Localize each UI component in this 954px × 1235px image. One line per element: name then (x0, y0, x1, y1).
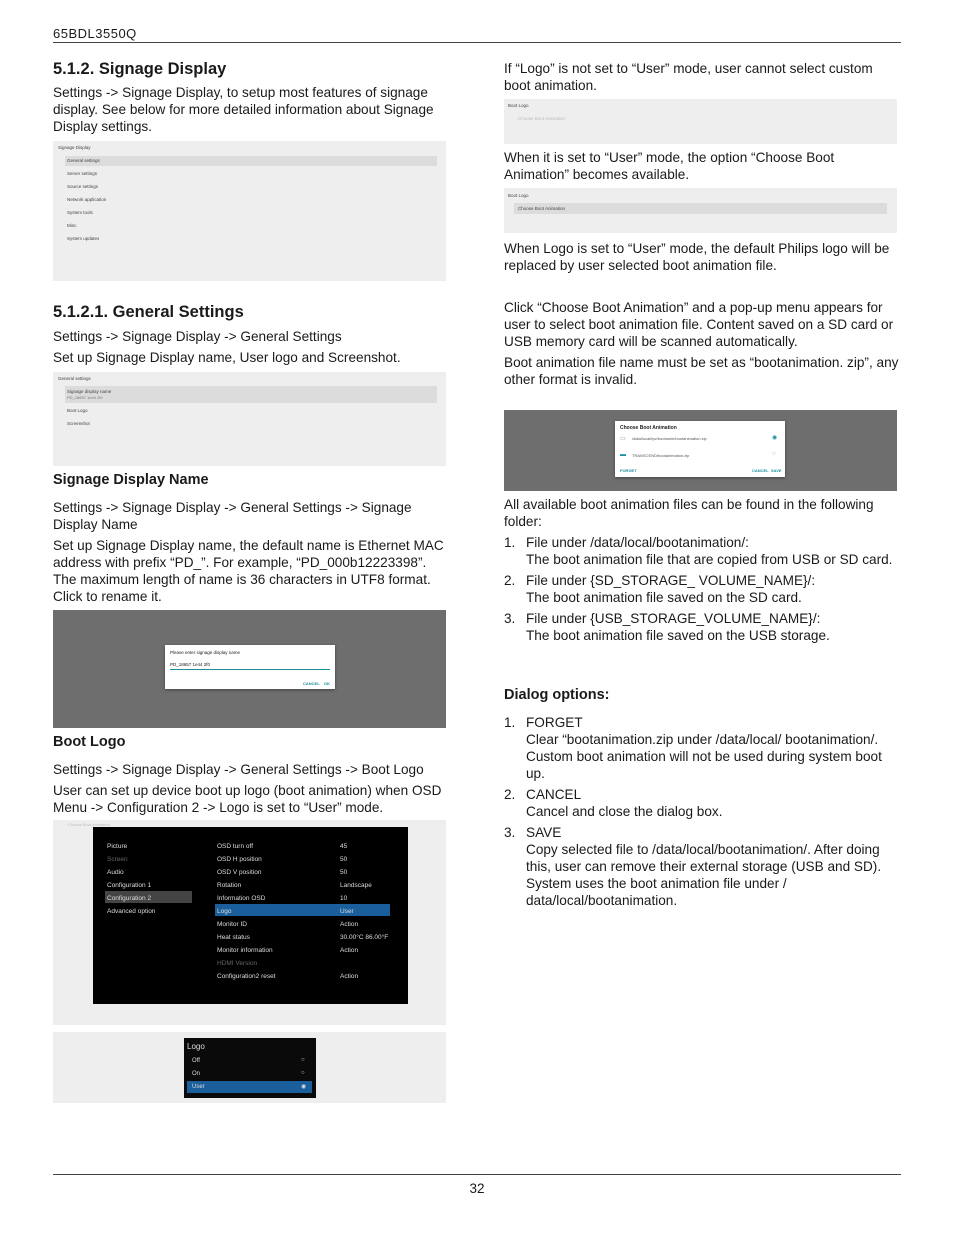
name-path: Settings -> Signage Display -> General Settings -> Signage Display Name (53, 500, 412, 532)
osd-row-value: 10 (340, 895, 348, 902)
usb-icon: ▬ (620, 452, 626, 458)
header-rule (53, 42, 901, 43)
name-block (53, 472, 449, 609)
osd-menu-item: Configuration 2 (107, 895, 152, 902)
osd-row-key: Heat status (217, 934, 250, 941)
right-p3 (504, 240, 900, 278)
paragraph: Boot animation file name must be set as “bootanimation. zip”, any other format is invalid. (504, 355, 899, 387)
document-header: 65BDL3550Q (53, 26, 137, 41)
forget-button: FORGET (620, 468, 637, 473)
boot-logo-desc: User can set up device boot up logo (boot animation) when OSD Menu -> Configuration 2 -> Logo is set to “User” mode. (53, 783, 442, 815)
logo-option: User (192, 1084, 205, 1090)
list-item: 3. SAVE Copy selected file to /data/local/bootanimation/. After doing this, user can remove their external storage (USB and SD). System uses the boot animation file under / data/local/bootanimation. (504, 825, 882, 908)
boot-logo-title: Boot Logo (53, 734, 126, 750)
folder-list (504, 534, 900, 644)
right-p4-p5 (504, 299, 900, 392)
dialog-input-value: PD_18657 1e44 2f0 (170, 662, 211, 667)
paragraph: Click “Choose Boot Animation” and a pop-up menu appears for user to select boot animation file. Content saved on a SD card or USB memory card will be scanned automatically. (504, 300, 894, 349)
cancel-button: CANCEL (303, 681, 320, 686)
subsection-path: Settings -> Signage Display -> General Settings (53, 329, 342, 344)
rename-dialog (165, 645, 335, 689)
dialog-options-block (504, 687, 900, 913)
radio-selected-icon: ◉ (301, 1084, 307, 1090)
osd-row-value: User (340, 908, 354, 915)
list-item: 3. File under {USB_STORAGE_VOLUME_NAME}/: The boot animation file saved on the USB storage. (504, 611, 830, 643)
osd-row-value: 30.00°C 86.00°F (340, 934, 389, 941)
menu-item: Boot Logo (67, 408, 88, 413)
menu-item: Source settings (67, 184, 99, 189)
logo-submenu-title: Logo (187, 1042, 205, 1051)
highlight (514, 203, 887, 214)
menu-item: System tools (67, 210, 93, 215)
osd-menu-screenshot (53, 820, 446, 1025)
osd-row-key: Information OSD (217, 895, 266, 902)
osd-selected-row (215, 904, 390, 916)
menu-item: Screenshot (67, 421, 90, 426)
page-number: 32 (469, 1181, 485, 1196)
osd-menu (93, 827, 408, 1004)
list-item: 2. CANCEL Cancel and close the dialog box. (504, 787, 723, 819)
dialog-title: Choose Boot Animation (620, 425, 677, 431)
osd-menu-item: Audio (107, 869, 124, 876)
shot-title: Boot Logo (508, 103, 529, 108)
choose-boot-animation-screenshot (504, 410, 897, 491)
folders-block (504, 496, 900, 648)
input-underline (170, 669, 330, 670)
osd-row-value: 50 (340, 856, 348, 863)
highlight (65, 156, 437, 166)
osd-row-key: Configuration2 reset (217, 973, 276, 980)
enabled-item: Choose Boot Animation (518, 206, 566, 211)
option-path: TRANSCEND/bootanimation.zip (632, 453, 690, 458)
general-settings-screenshot (53, 372, 446, 466)
signage-display-screenshot (53, 141, 446, 281)
osd-row-value: 50 (340, 869, 348, 876)
osd-row-value: 45 (340, 843, 348, 850)
boot-logo-path: Settings -> Signage Display -> General Settings -> Boot Logo (53, 762, 424, 777)
osd-menu-item: Configuration 1 (107, 882, 152, 889)
osd-row-value: Landscape (340, 882, 372, 889)
radio-icon: ○ (301, 1070, 305, 1076)
right-p2 (504, 149, 900, 187)
subsection-desc: Set up Signage Display name, User logo and Screenshot. (53, 350, 401, 365)
radio-icon: ○ (301, 1057, 305, 1063)
osd-row-key: Rotation (217, 882, 242, 889)
radio-selected-icon: ◉ (772, 435, 778, 441)
section-intro: Settings -> Signage Display, to setup most features of signage display. See below for more detailed information about Signage Display settings. (53, 85, 434, 134)
disabled-item: Choose Boot Animation (518, 116, 566, 121)
list-item: 1. FORGET Clear “bootanimation.zip under /data/local/ bootanimation/. Custom boot animation will not be used during system boot up. (504, 715, 882, 781)
osd-row-value: Action (340, 947, 359, 954)
dialog-prompt: Please enter signage display name (170, 650, 241, 655)
shot-title: Signage Display (58, 145, 91, 150)
list-item: 2. File under {SD_STORAGE_ VOLUME_NAME}/: The boot animation file saved on the SD card. (504, 573, 816, 605)
osd-row-key: OSD H position (217, 856, 262, 863)
paragraph: When it is set to “User” mode, the option “Choose Boot Animation” becomes available. (504, 150, 835, 182)
name-title: Signage Display Name (53, 472, 209, 488)
menu-item: Signage display name (67, 389, 112, 394)
cancel-button: CANCEL (752, 468, 769, 473)
boot-logo-disabled-screenshot (504, 99, 897, 144)
footer-rule (53, 1174, 901, 1175)
left-column-top (53, 61, 449, 139)
right-p1 (504, 60, 900, 98)
dialog-options-title: Dialog options: (504, 687, 610, 703)
faint-label: Choose Boot Animation (68, 822, 110, 827)
selected-option-highlight (187, 1081, 312, 1093)
osd-menu-item: Picture (107, 843, 128, 850)
paragraph: All available boot animation files can be found in the following folder: (504, 497, 874, 529)
folder-icon: ▭ (620, 436, 626, 442)
paragraph: When Logo is set to “User” mode, the default Philips logo will be replaced by user selected boot animation file. (504, 241, 890, 273)
osd-row-key: Logo (217, 908, 232, 915)
logo-submenu (184, 1038, 316, 1098)
general-settings-block (53, 304, 449, 370)
menu-item: Server settings (67, 171, 98, 176)
subsection-title: 5.1.2.1. General Settings (53, 303, 244, 321)
osd-row-value: Action (340, 973, 359, 980)
osd-row-key: Monitor ID (217, 921, 247, 928)
osd-row-key: Monitor information (217, 947, 273, 954)
menu-item: System updates (67, 236, 100, 241)
osd-row-key: HDMI Version (217, 960, 258, 967)
shot-title: General settings (58, 376, 91, 381)
highlight (65, 386, 437, 403)
boot-logo-enabled-screenshot (504, 188, 897, 233)
osd-menu-item: Advanced option (107, 908, 156, 915)
logo-option: On (192, 1071, 201, 1077)
option-path: /data/local/tpv/bootanim/bootanimation.zip (632, 436, 707, 441)
radio-icon: ○ (772, 451, 776, 457)
shot-title: Boot Logo (508, 193, 529, 198)
osd-row-key: OSD turn off (217, 843, 254, 850)
menu-item: General settings (67, 158, 100, 163)
paragraph: If “Logo” is not set to “User” mode, user cannot select custom boot animation. (504, 61, 873, 93)
osd-row-key: OSD V position (217, 869, 262, 876)
section-title: 5.1.2. Signage Display (53, 60, 227, 78)
save-button: SAVE (771, 468, 782, 473)
menu-item-sub: PD_18657 1e44 2f0 (67, 395, 103, 400)
menu-item: Misc. (67, 223, 78, 228)
menu-item: Network application (67, 197, 107, 202)
rename-dialog-screenshot (53, 610, 446, 728)
options-list (504, 714, 900, 909)
boot-logo-block (53, 734, 449, 820)
osd-row-value: Action (340, 921, 359, 928)
logo-submenu-screenshot (53, 1032, 446, 1103)
ok-button: OK (324, 681, 330, 686)
choose-dialog (615, 421, 785, 477)
name-desc: Set up Signage Display name, the default name is Ethernet MAC address with prefix “PD_”. For example, “PD_000b12223398”. The maximum length of name is 36 characters in UTF8 format. Click to rename it. (53, 538, 444, 604)
list-item: 1. File under /data/local/bootanimation/: The boot animation file that are copied from USB or SD card. (504, 535, 893, 567)
logo-option: Off (192, 1058, 200, 1064)
osd-menu-item: Screen (107, 856, 128, 863)
